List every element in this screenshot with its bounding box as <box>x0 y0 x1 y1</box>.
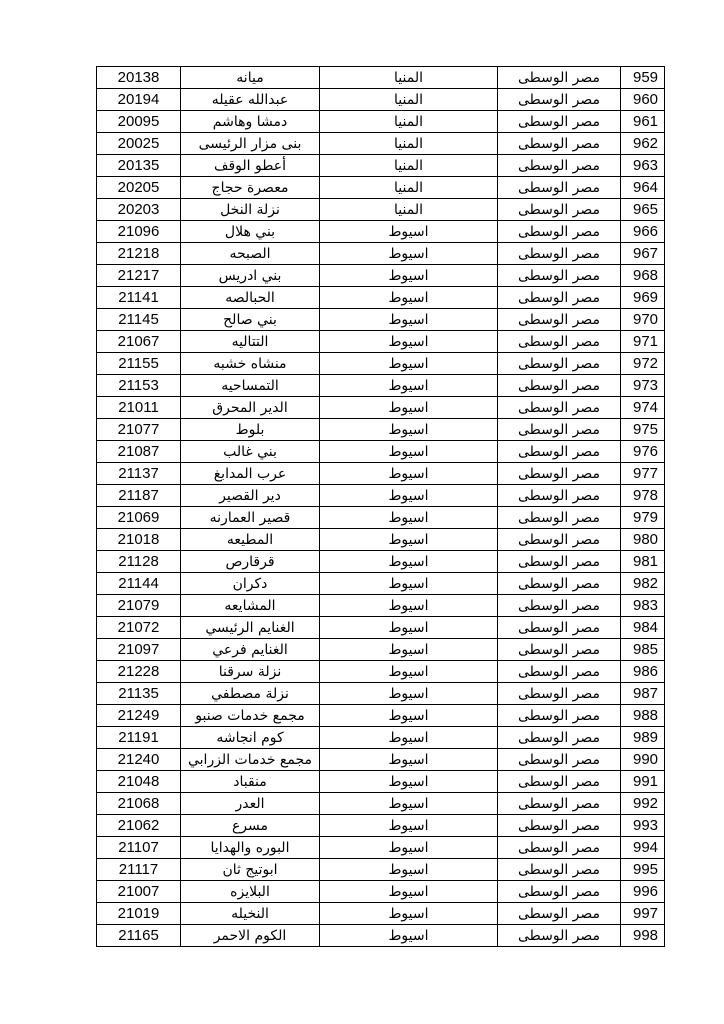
row-number-cell: 991 <box>621 771 665 793</box>
row-number-cell: 997 <box>621 903 665 925</box>
table-row <box>97 375 665 397</box>
row-number-cell: 971 <box>621 331 665 353</box>
region-cell: مصر الوسطى <box>498 419 621 441</box>
postal-code-cell: 21191 <box>97 727 181 749</box>
region-cell: مصر الوسطى <box>498 683 621 705</box>
postal-code-cell: 21137 <box>97 463 181 485</box>
table-row <box>97 705 665 727</box>
postal-code-cell: 21144 <box>97 573 181 595</box>
governorate-cell: اسيوط <box>320 903 498 925</box>
row-number-cell: 988 <box>621 705 665 727</box>
table-row <box>97 903 665 925</box>
postal-code-cell: 21218 <box>97 243 181 265</box>
region-cell: مصر الوسطى <box>498 331 621 353</box>
governorate-cell: اسيوط <box>320 397 498 419</box>
row-number-cell: 976 <box>621 441 665 463</box>
region-cell: مصر الوسطى <box>498 595 621 617</box>
table-row <box>97 683 665 705</box>
row-number-cell: 966 <box>621 221 665 243</box>
row-number-cell: 962 <box>621 133 665 155</box>
postal-code-cell: 21117 <box>97 859 181 881</box>
village-cell: ابوتيج ثان <box>181 859 320 881</box>
region-cell: مصر الوسطى <box>498 639 621 661</box>
governorate-cell: المنيا <box>320 111 498 133</box>
village-cell: بلوط <box>181 419 320 441</box>
governorate-cell: اسيوط <box>320 419 498 441</box>
village-cell: المطيعه <box>181 529 320 551</box>
village-cell: قرقارص <box>181 551 320 573</box>
table-row <box>97 243 665 265</box>
postal-code-cell: 21087 <box>97 441 181 463</box>
postal-code-cell: 21069 <box>97 507 181 529</box>
table-row <box>97 881 665 903</box>
governorate-cell: اسيوط <box>320 375 498 397</box>
postal-code-cell: 21135 <box>97 683 181 705</box>
village-cell: الغنايم الرئيسي <box>181 617 320 639</box>
row-number-cell: 979 <box>621 507 665 529</box>
postal-code-cell: 21018 <box>97 529 181 551</box>
table-row <box>97 111 665 133</box>
governorate-cell: اسيوط <box>320 265 498 287</box>
village-cell: معصرة حجاج <box>181 177 320 199</box>
postal-code-cell: 21249 <box>97 705 181 727</box>
governorate-cell: اسيوط <box>320 837 498 859</box>
postal-code-cell: 21011 <box>97 397 181 419</box>
village-cell: الكوم الاحمر <box>181 925 320 947</box>
table-row <box>97 287 665 309</box>
row-number-cell: 981 <box>621 551 665 573</box>
table-row <box>97 617 665 639</box>
region-cell: مصر الوسطى <box>498 529 621 551</box>
governorate-cell: اسيوط <box>320 485 498 507</box>
village-cell: التتاليه <box>181 331 320 353</box>
table-row <box>97 89 665 111</box>
village-cell: مجمع خدمات الزرابي <box>181 749 320 771</box>
table-row <box>97 463 665 485</box>
region-cell: مصر الوسطى <box>498 507 621 529</box>
row-number-cell: 984 <box>621 617 665 639</box>
governorate-cell: اسيوط <box>320 463 498 485</box>
village-cell: دكران <box>181 573 320 595</box>
table-row <box>97 485 665 507</box>
village-cell: منشاه خشبه <box>181 353 320 375</box>
governorate-cell: المنيا <box>320 89 498 111</box>
row-number-cell: 986 <box>621 661 665 683</box>
village-cell: ميانه <box>181 67 320 89</box>
village-cell: دير القصير <box>181 485 320 507</box>
postal-code-cell: 21187 <box>97 485 181 507</box>
row-number-cell: 993 <box>621 815 665 837</box>
table-row <box>97 265 665 287</box>
governorate-cell: اسيوط <box>320 573 498 595</box>
postal-code-cell: 21128 <box>97 551 181 573</box>
row-number-cell: 989 <box>621 727 665 749</box>
postal-code-cell: 21079 <box>97 595 181 617</box>
postal-code-cell: 21141 <box>97 287 181 309</box>
table-row <box>97 155 665 177</box>
village-cell: منقباد <box>181 771 320 793</box>
postal-code-cell: 20138 <box>97 67 181 89</box>
village-cell: الصبحه <box>181 243 320 265</box>
postal-code-cell: 21077 <box>97 419 181 441</box>
table-row <box>97 507 665 529</box>
region-cell: مصر الوسطى <box>498 661 621 683</box>
region-cell: مصر الوسطى <box>498 727 621 749</box>
table-row <box>97 397 665 419</box>
governorate-cell: اسيوط <box>320 617 498 639</box>
governorate-cell: اسيوط <box>320 881 498 903</box>
governorate-cell: اسيوط <box>320 859 498 881</box>
village-cell: نزلة سرقنا <box>181 661 320 683</box>
village-cell: التمساحيه <box>181 375 320 397</box>
village-cell: العدر <box>181 793 320 815</box>
table-row <box>97 837 665 859</box>
row-number-cell: 965 <box>621 199 665 221</box>
row-number-cell: 964 <box>621 177 665 199</box>
region-cell: مصر الوسطى <box>498 551 621 573</box>
region-cell: مصر الوسطى <box>498 573 621 595</box>
region-cell: مصر الوسطى <box>498 111 621 133</box>
governorate-cell: اسيوط <box>320 287 498 309</box>
region-cell: مصر الوسطى <box>498 265 621 287</box>
village-cell: نزلة مصطفي <box>181 683 320 705</box>
row-number-cell: 973 <box>621 375 665 397</box>
governorate-cell: اسيوط <box>320 243 498 265</box>
table-row <box>97 859 665 881</box>
region-cell: مصر الوسطى <box>498 815 621 837</box>
postal-code-cell: 21007 <box>97 881 181 903</box>
region-cell: مصر الوسطى <box>498 133 621 155</box>
table-row <box>97 441 665 463</box>
postal-code-cell: 20095 <box>97 111 181 133</box>
governorate-cell: المنيا <box>320 155 498 177</box>
region-cell: مصر الوسطى <box>498 749 621 771</box>
table-row <box>97 419 665 441</box>
postal-code-cell: 21107 <box>97 837 181 859</box>
governorate-cell: اسيوط <box>320 683 498 705</box>
village-cell: مسرع <box>181 815 320 837</box>
governorate-cell: المنيا <box>320 177 498 199</box>
village-cell: نزلة النخل <box>181 199 320 221</box>
region-cell: مصر الوسطى <box>498 155 621 177</box>
row-number-cell: 977 <box>621 463 665 485</box>
governorate-cell: اسيوط <box>320 221 498 243</box>
row-number-cell: 961 <box>621 111 665 133</box>
village-cell: عبدالله عقيله <box>181 89 320 111</box>
postal-code-cell: 21217 <box>97 265 181 287</box>
governorate-cell: اسيوط <box>320 331 498 353</box>
postal-code-cell: 21097 <box>97 639 181 661</box>
governorate-cell: اسيوط <box>320 529 498 551</box>
village-cell: الحبالصه <box>181 287 320 309</box>
governorate-cell: اسيوط <box>320 595 498 617</box>
table-row <box>97 925 665 947</box>
village-cell: الغنايم فرعي <box>181 639 320 661</box>
postal-code-cell: 21155 <box>97 353 181 375</box>
governorate-cell: المنيا <box>320 133 498 155</box>
village-cell: بنى مزار الرئيسى <box>181 133 320 155</box>
postal-code-cell: 21072 <box>97 617 181 639</box>
village-cell: بني ادريس <box>181 265 320 287</box>
row-number-cell: 983 <box>621 595 665 617</box>
governorate-cell: اسيوط <box>320 353 498 375</box>
row-number-cell: 963 <box>621 155 665 177</box>
table-row <box>97 221 665 243</box>
region-cell: مصر الوسطى <box>498 859 621 881</box>
postal-code-cell: 21153 <box>97 375 181 397</box>
governorate-cell: اسيوط <box>320 551 498 573</box>
table-row <box>97 771 665 793</box>
row-number-cell: 969 <box>621 287 665 309</box>
region-cell: مصر الوسطى <box>498 925 621 947</box>
postal-code-cell: 21240 <box>97 749 181 771</box>
governorate-cell: اسيوط <box>320 749 498 771</box>
region-cell: مصر الوسطى <box>498 287 621 309</box>
table-row <box>97 353 665 375</box>
region-cell: مصر الوسطى <box>498 309 621 331</box>
row-number-cell: 987 <box>621 683 665 705</box>
region-cell: مصر الوسطى <box>498 463 621 485</box>
table-row <box>97 815 665 837</box>
governorate-cell: اسيوط <box>320 925 498 947</box>
village-cell: البوره والهدايا <box>181 837 320 859</box>
row-number-cell: 967 <box>621 243 665 265</box>
postal-code-cell: 21062 <box>97 815 181 837</box>
postal-code-cell: 20194 <box>97 89 181 111</box>
row-number-cell: 975 <box>621 419 665 441</box>
row-number-cell: 974 <box>621 397 665 419</box>
governorate-cell: اسيوط <box>320 661 498 683</box>
row-number-cell: 978 <box>621 485 665 507</box>
region-cell: مصر الوسطى <box>498 617 621 639</box>
region-cell: مصر الوسطى <box>498 441 621 463</box>
table-row <box>97 639 665 661</box>
table-row <box>97 595 665 617</box>
row-number-cell: 959 <box>621 67 665 89</box>
region-cell: مصر الوسطى <box>498 89 621 111</box>
village-cell: دمشا وهاشم <box>181 111 320 133</box>
table-row <box>97 67 665 89</box>
table-row <box>97 199 665 221</box>
governorate-cell: اسيوط <box>320 771 498 793</box>
table-row <box>97 529 665 551</box>
governorate-cell: اسيوط <box>320 727 498 749</box>
table-row <box>97 309 665 331</box>
region-cell: مصر الوسطى <box>498 881 621 903</box>
village-cell: الدير المحرق <box>181 397 320 419</box>
governorate-cell: اسيوط <box>320 705 498 727</box>
table-row <box>97 133 665 155</box>
postal-code-cell: 20205 <box>97 177 181 199</box>
governorate-cell: المنيا <box>320 67 498 89</box>
postal-code-cell: 21048 <box>97 771 181 793</box>
village-cell: مجمع خدمات صنبو <box>181 705 320 727</box>
governorate-cell: اسيوط <box>320 815 498 837</box>
village-cell: بني هلال <box>181 221 320 243</box>
village-cell: عرب المدابغ <box>181 463 320 485</box>
row-number-cell: 982 <box>621 573 665 595</box>
row-number-cell: 985 <box>621 639 665 661</box>
region-cell: مصر الوسطى <box>498 705 621 727</box>
branch-list-table <box>96 66 665 947</box>
postal-code-cell: 21228 <box>97 661 181 683</box>
table-row <box>97 793 665 815</box>
region-cell: مصر الوسطى <box>498 67 621 89</box>
region-cell: مصر الوسطى <box>498 903 621 925</box>
table-row <box>97 749 665 771</box>
region-cell: مصر الوسطى <box>498 353 621 375</box>
region-cell: مصر الوسطى <box>498 243 621 265</box>
village-cell: المشايعه <box>181 595 320 617</box>
postal-code-cell: 21019 <box>97 903 181 925</box>
postal-code-cell: 20135 <box>97 155 181 177</box>
row-number-cell: 994 <box>621 837 665 859</box>
row-number-cell: 992 <box>621 793 665 815</box>
table-row <box>97 661 665 683</box>
postal-code-cell: 21165 <box>97 925 181 947</box>
region-cell: مصر الوسطى <box>498 177 621 199</box>
village-cell: كوم انجاشه <box>181 727 320 749</box>
table-row <box>97 573 665 595</box>
postal-code-cell: 20025 <box>97 133 181 155</box>
village-cell: أعطو الوقف <box>181 155 320 177</box>
governorate-cell: اسيوط <box>320 441 498 463</box>
region-cell: مصر الوسطى <box>498 199 621 221</box>
table-row <box>97 177 665 199</box>
governorate-cell: اسيوط <box>320 507 498 529</box>
governorate-cell: اسيوط <box>320 639 498 661</box>
row-number-cell: 996 <box>621 881 665 903</box>
row-number-cell: 970 <box>621 309 665 331</box>
region-cell: مصر الوسطى <box>498 397 621 419</box>
table-row <box>97 331 665 353</box>
governorate-cell: اسيوط <box>320 309 498 331</box>
region-cell: مصر الوسطى <box>498 221 621 243</box>
village-cell: قصير العمارنه <box>181 507 320 529</box>
row-number-cell: 968 <box>621 265 665 287</box>
row-number-cell: 990 <box>621 749 665 771</box>
region-cell: مصر الوسطى <box>498 771 621 793</box>
postal-code-cell: 21068 <box>97 793 181 815</box>
row-number-cell: 995 <box>621 859 665 881</box>
postal-code-cell: 21067 <box>97 331 181 353</box>
postal-code-cell: 20203 <box>97 199 181 221</box>
table-row <box>97 551 665 573</box>
row-number-cell: 972 <box>621 353 665 375</box>
village-cell: بني صالح <box>181 309 320 331</box>
postal-code-cell: 21145 <box>97 309 181 331</box>
row-number-cell: 998 <box>621 925 665 947</box>
village-cell: بني غالب <box>181 441 320 463</box>
row-number-cell: 980 <box>621 529 665 551</box>
table-body <box>97 67 665 947</box>
region-cell: مصر الوسطى <box>498 793 621 815</box>
governorate-cell: المنيا <box>320 199 498 221</box>
region-cell: مصر الوسطى <box>498 375 621 397</box>
village-cell: البلايزه <box>181 881 320 903</box>
region-cell: مصر الوسطى <box>498 837 621 859</box>
document-table-container <box>96 66 664 947</box>
region-cell: مصر الوسطى <box>498 485 621 507</box>
table-row <box>97 727 665 749</box>
row-number-cell: 960 <box>621 89 665 111</box>
governorate-cell: اسيوط <box>320 793 498 815</box>
village-cell: النخيله <box>181 903 320 925</box>
postal-code-cell: 21096 <box>97 221 181 243</box>
